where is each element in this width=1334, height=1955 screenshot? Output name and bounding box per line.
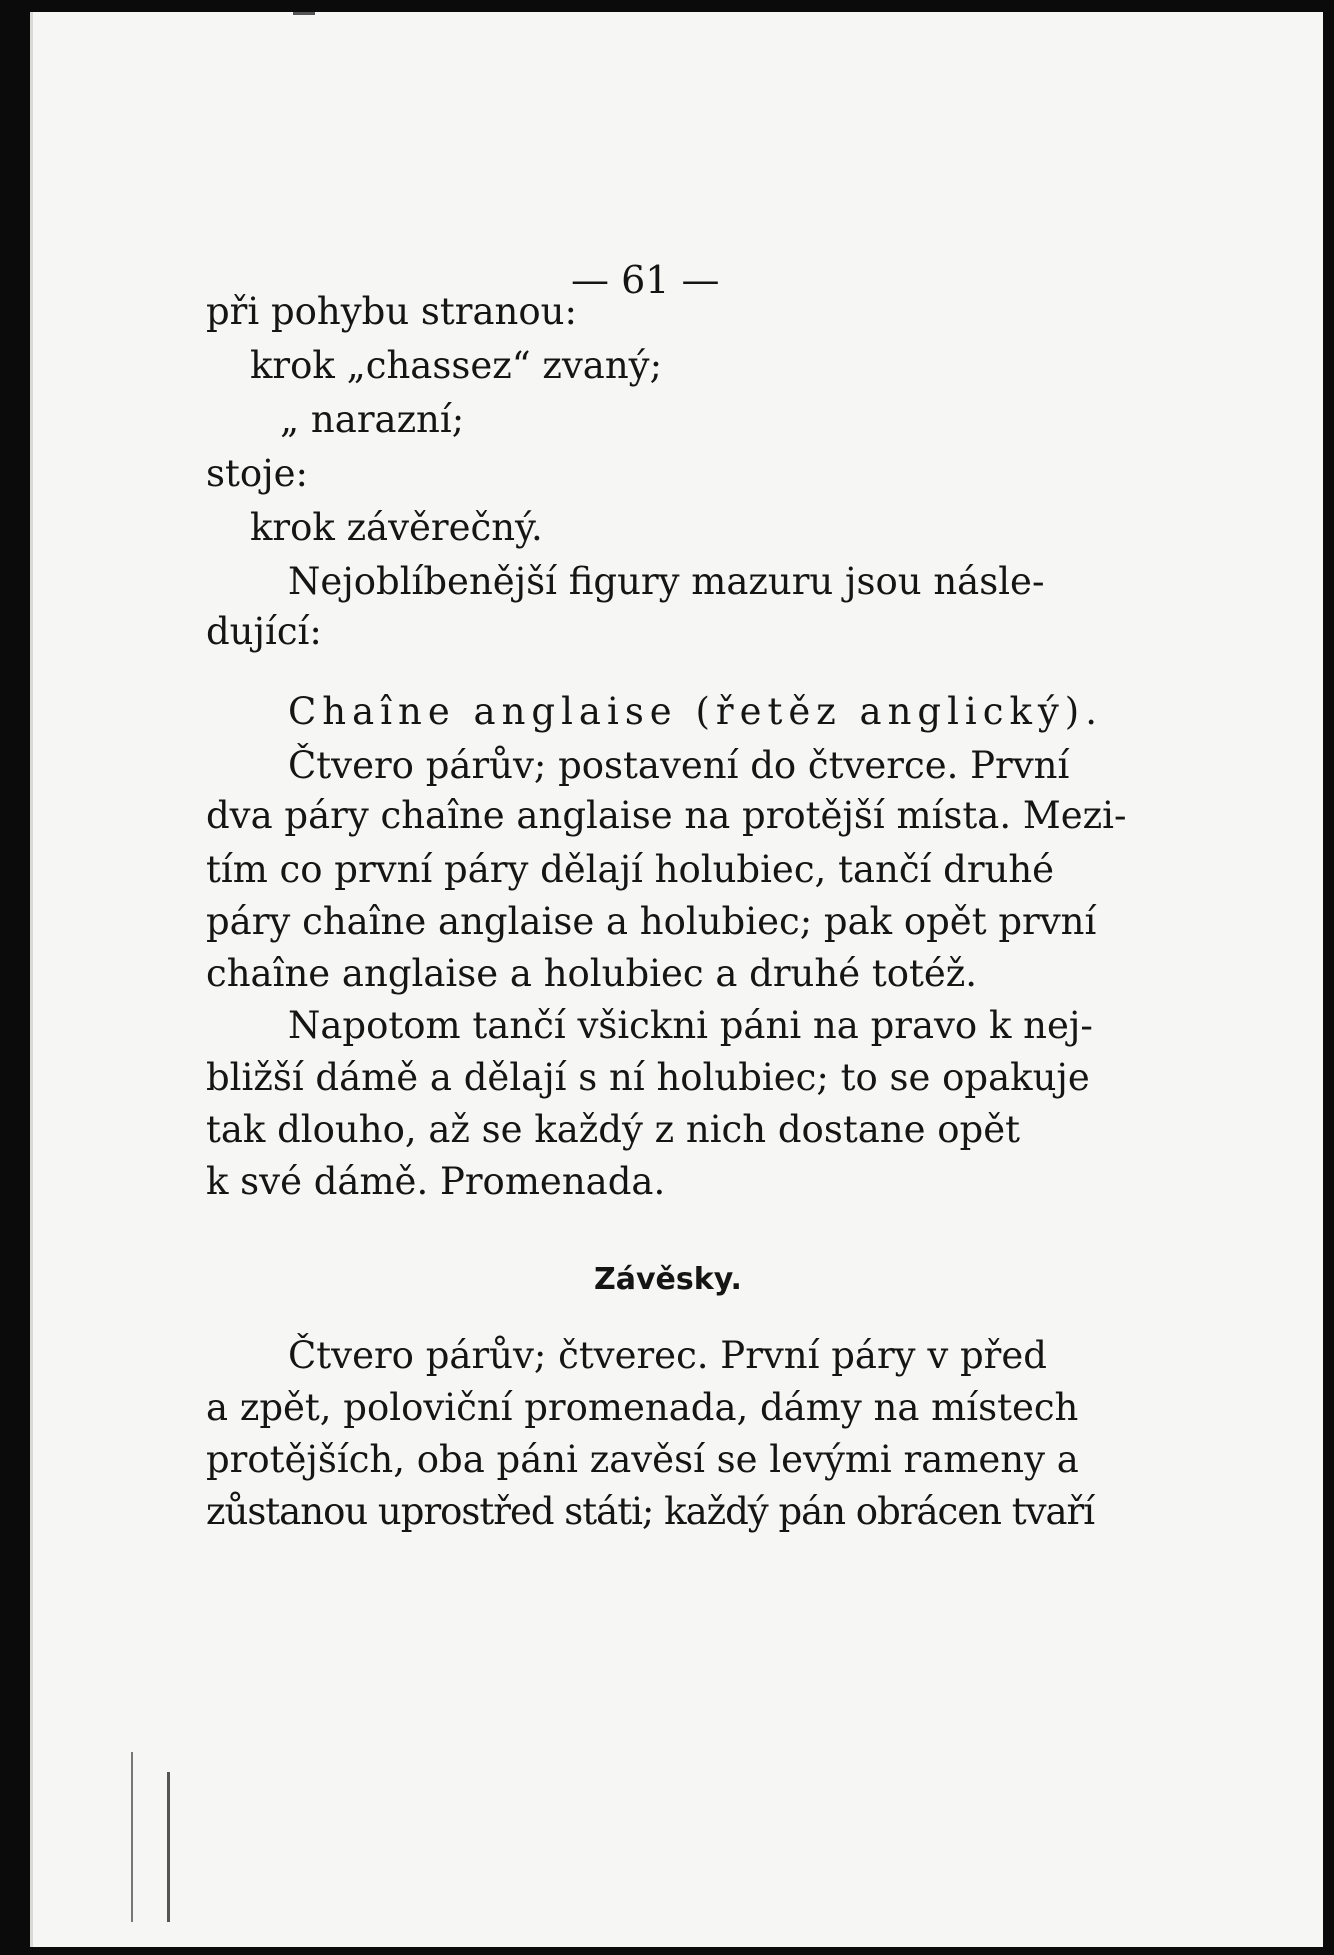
text-line: Čtvero párův; čtverec. První páry v před <box>288 1334 1047 1377</box>
text-line: dva páry chaîne anglaise na protější místa. Mezi- <box>206 794 1127 837</box>
text-line: protějších, oba páni zavěsí se levými rameny a <box>206 1438 1079 1481</box>
scan-artifact <box>293 12 315 15</box>
section-heading: Závěsky. <box>594 1262 742 1297</box>
text-line: tak dlouho, až se každý z nich dostane opět <box>206 1108 1020 1151</box>
text-line: bližší dámě a dělají s ní holubiec; to se opakuje <box>206 1056 1090 1099</box>
text-line: a zpět, poloviční promenada, dámy na místech <box>206 1386 1079 1429</box>
text-line: krok „chassez“ zvaný; <box>250 344 663 387</box>
text-line: dující: <box>206 610 322 653</box>
text-line: Napotom tančí všickni páni na pravo k nej- <box>288 1004 1093 1047</box>
scan-artifact <box>167 1772 170 1922</box>
figure-title: Chaîne anglaise (řetěz anglický). <box>288 690 1103 733</box>
text-line: Nejoblíbenější figury mazuru jsou násle- <box>288 560 1045 603</box>
text-line: „ narazní; <box>280 398 465 441</box>
text-line: chaîne anglaise a holubiec a druhé totéž. <box>206 952 978 995</box>
scan-artifact <box>131 1752 133 1922</box>
text-line: stoje: <box>206 452 308 495</box>
text-line: Čtvero párův; postavení do čtverce. První <box>288 744 1070 787</box>
text-line: při pohybu stranou: <box>206 290 577 333</box>
text-line: krok závěrečný. <box>250 506 543 549</box>
text-line: páry chaîne anglaise a holubiec; pak opět první <box>206 900 1097 943</box>
page-number: — 61 — <box>571 258 720 302</box>
text-line: tím co první páry dělají holubiec, tančí druhé <box>206 848 1055 891</box>
text-line: zůstanou uprostřed státi; každý pán obrácen tvaří <box>206 1490 1095 1533</box>
text-line: k své dámě. Promenada. <box>206 1160 666 1203</box>
